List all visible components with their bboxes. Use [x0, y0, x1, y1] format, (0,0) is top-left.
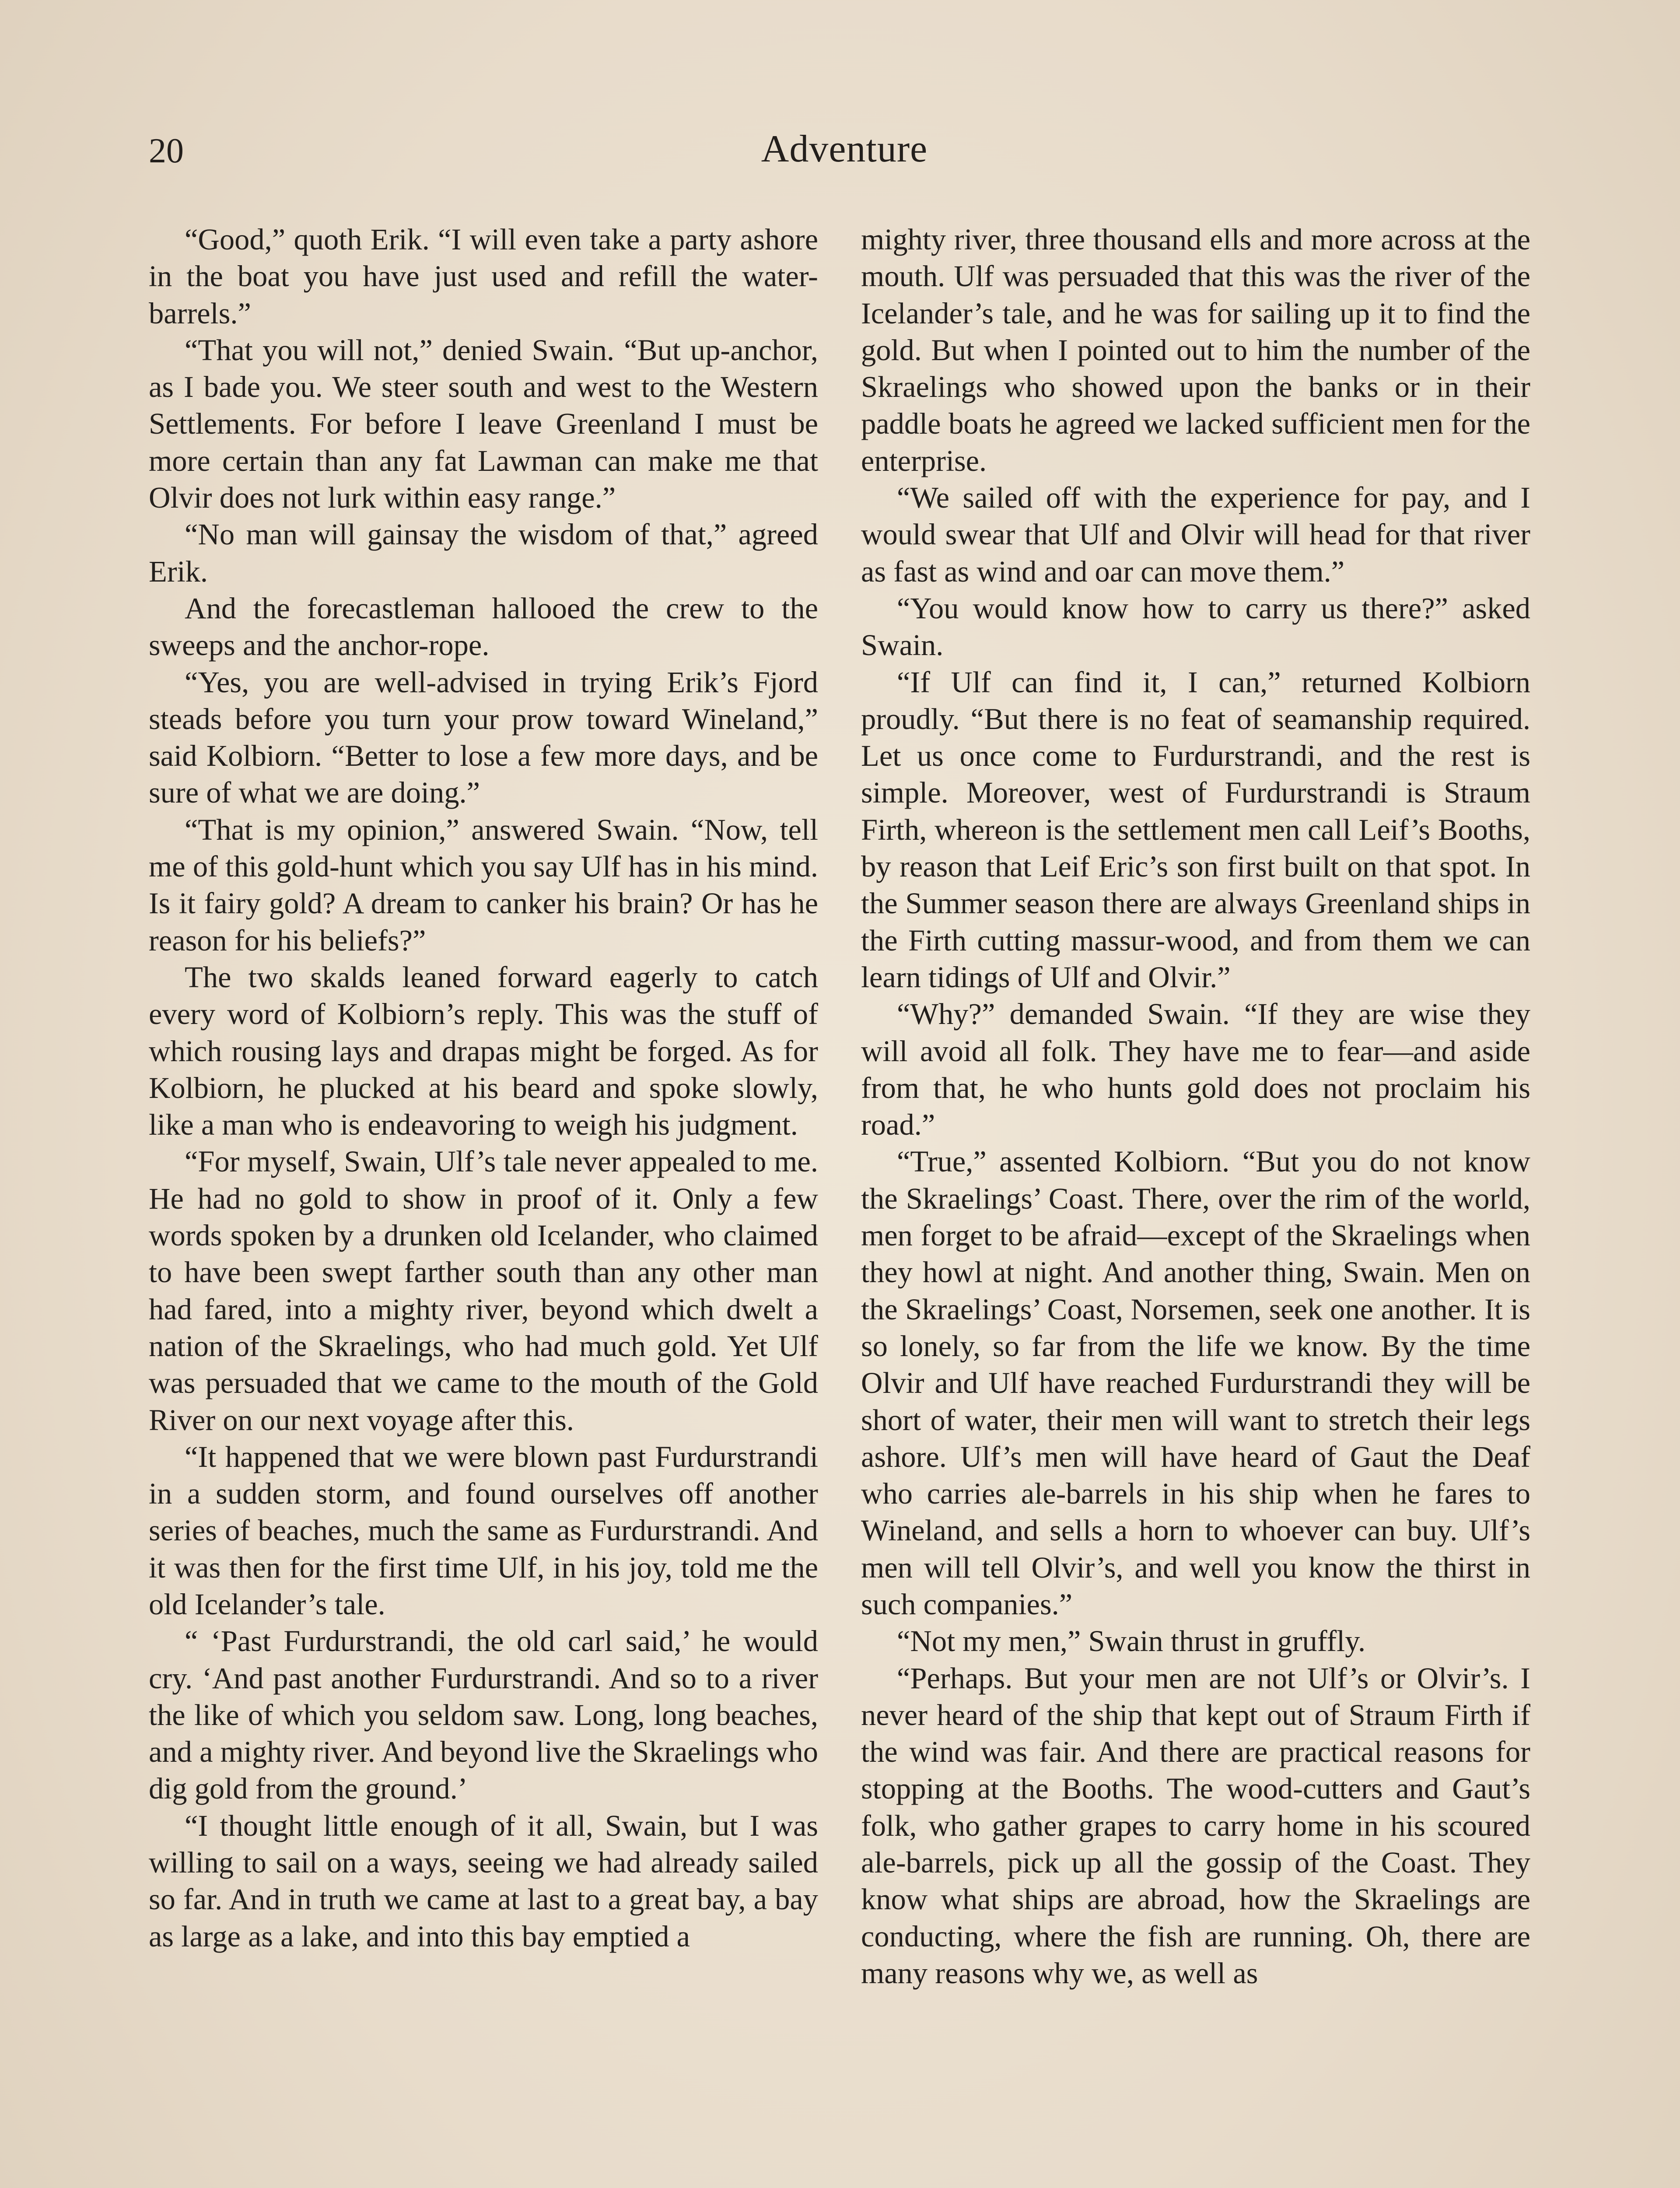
page-header — [149, 127, 1540, 184]
running-title: Adventure — [761, 128, 928, 170]
paragraph: mighty river, three thousand ells and more across at the mouth. Ulf was persuaded that this was the river of the Icelander’s tale, and he was for sailing up it to find the gold. But when I pointed out to him the number of the Skraelings who showed upon the banks or in their paddle boats he agreed we lacked sufficient men for the enterprise. — [861, 223, 1530, 477]
paragraph: “Good,” quoth Erik. “I will even take a party ashore in the boat you have just used and refill the water-barrels.” — [149, 223, 818, 330]
paragraph: And the forecastleman hallooed the crew to the sweeps and the anchor-rope. — [149, 591, 818, 662]
paragraph: “No man will gainsay the wisdom of that,” agreed Erik. — [149, 518, 818, 588]
paragraph: “Not my men,” Swain thrust in gruffly. — [897, 1624, 1366, 1658]
paragraph: “For myself, Swain, Ulf’s tale never appealed to me. He had no gold to show in proof of it. Only a few words spoken by a drunken old Icelander, who claimed to have been swept farther south than any other man had fared, into a mighty river, beyond which dwelt a nation of the Skraelings, who had much gold. Yet Ulf was persuaded that we came to the mouth of the Gold River on our next voyage after this. — [149, 1145, 818, 1437]
paragraph: “If Ulf can find it, I can,” returned Kolbiorn proudly. “But there is no feat of seamanship required. Let us once come to Furdurstrandi, and the rest is simple. Moreover, west of Furdurstrandi is Straum Firth, whereon is the settlement men call Leif’s Booths, by reason that Leif Eric’s son first built on that spot. In the Summer season there are always Greenland ships in the Firth cutting massur-wood, and from them we can learn tidings of Ulf and Olvir.” — [861, 665, 1530, 994]
paragraph: “That is my opinion,” answered Swain. “Now, tell me of this gold-hunt which you say Ulf has in his mind. Is it fairy gold? A dream to canker his brain? Or has he reason for his beliefs?” — [149, 813, 818, 957]
right-text-column — [861, 221, 1530, 1992]
paragraph: “ ‘Past Furdurstrandi, the old carl said,’ he would cry. ‘And past another Furdurstrandi. And so to a river the like of which you seldom saw. Long, long beaches, and a mighty river. And beyond live the Skraelings who dig gold from the ground.’ — [149, 1624, 818, 1806]
paragraph: “It happened that we were blown past Furdurstrandi in a sudden storm, and found ourselves off another series of beaches, much the same as Furdurstrandi. And it was then for the first time Ulf, in his joy, told me the old Icelander’s tale. — [149, 1440, 818, 1621]
paragraph: “Why?” demanded Swain. “If they are wise they will avoid all folk. They have me to fear—and aside from that, he who hunts gold does not proclaim his road.” — [861, 997, 1530, 1142]
page-number: 20 — [149, 132, 184, 170]
paragraph: The two skalds leaned forward eagerly to catch every word of Kolbiorn’s reply. This was the stuff of which rousing lays and drapas might be forged. As for Kolbiorn, he plucked at his beard and spoke slowly, like a man who is endeavoring to weigh his judgment. — [149, 960, 818, 1142]
paragraph: “Yes, you are well-advised in trying Erik’s Fjord steads before you turn your prow toward Wineland,” said Kolbiorn. “Better to lose a few more days, and be sure of what we are doing.” — [149, 665, 818, 810]
paragraph: “True,” assented Kolbiorn. “But you do not know the Skraelings’ Coast. There, over the rim of the world, men forget to be afraid—except of the Skraelings when they howl at night. And another thing, Swain. Men on the Skraelings’ Coast, Norsemen, seek one another. It is so lonely, so far from the life we know. By the time Olvir and Ulf have reached Furdurstrandi they will be short of water, their men will want to stretch their legs ashore. Ulf’s men will have heard of Gaut the Deaf who carries ale-barrels in his ship when he fares to Wineland, and sells a horn to whoever can buy. Ulf’s men will tell Olvir’s, and well you know the thirst in such companies.” — [861, 1145, 1530, 1621]
left-text-column — [149, 221, 818, 1955]
paragraph: “We sailed off with the experience for pay, and I would swear that Ulf and Olvir will head for that river as fast as wind and oar can move them.” — [861, 481, 1530, 588]
paragraph: “I thought little enough of it all, Swain, but I was willing to sail on a ways, seeing we had already sailed so far. And in truth we came at last to a great bay, a bay as large as a lake, and into this bay emptied a — [149, 1809, 818, 1953]
paragraph: “You would know how to carry us there?” asked Swain. — [861, 591, 1530, 662]
paragraph: “That you will not,” denied Swain. “But up-anchor, as I bade you. We steer south and west to the Western Settlements. For before I leave Greenland I must be more certain than any fat Lawman can make me that Olvir does not lurk within easy range.” — [149, 333, 818, 515]
paragraph: “Perhaps. But your men are not Ulf’s or Olvir’s. I never heard of the ship that kept out of Straum Firth if the wind was fair. And there are practical reasons for stopping at the Booths. The wood-cutters and Gaut’s folk, who gather grapes to carry home in his scoured ale-barrels, pick up all the gossip of the Coast. They know what ships are abroad, how the Skraelings are conducting, where the fish are running. Oh, there are many reasons why we, as well as — [861, 1661, 1530, 1990]
